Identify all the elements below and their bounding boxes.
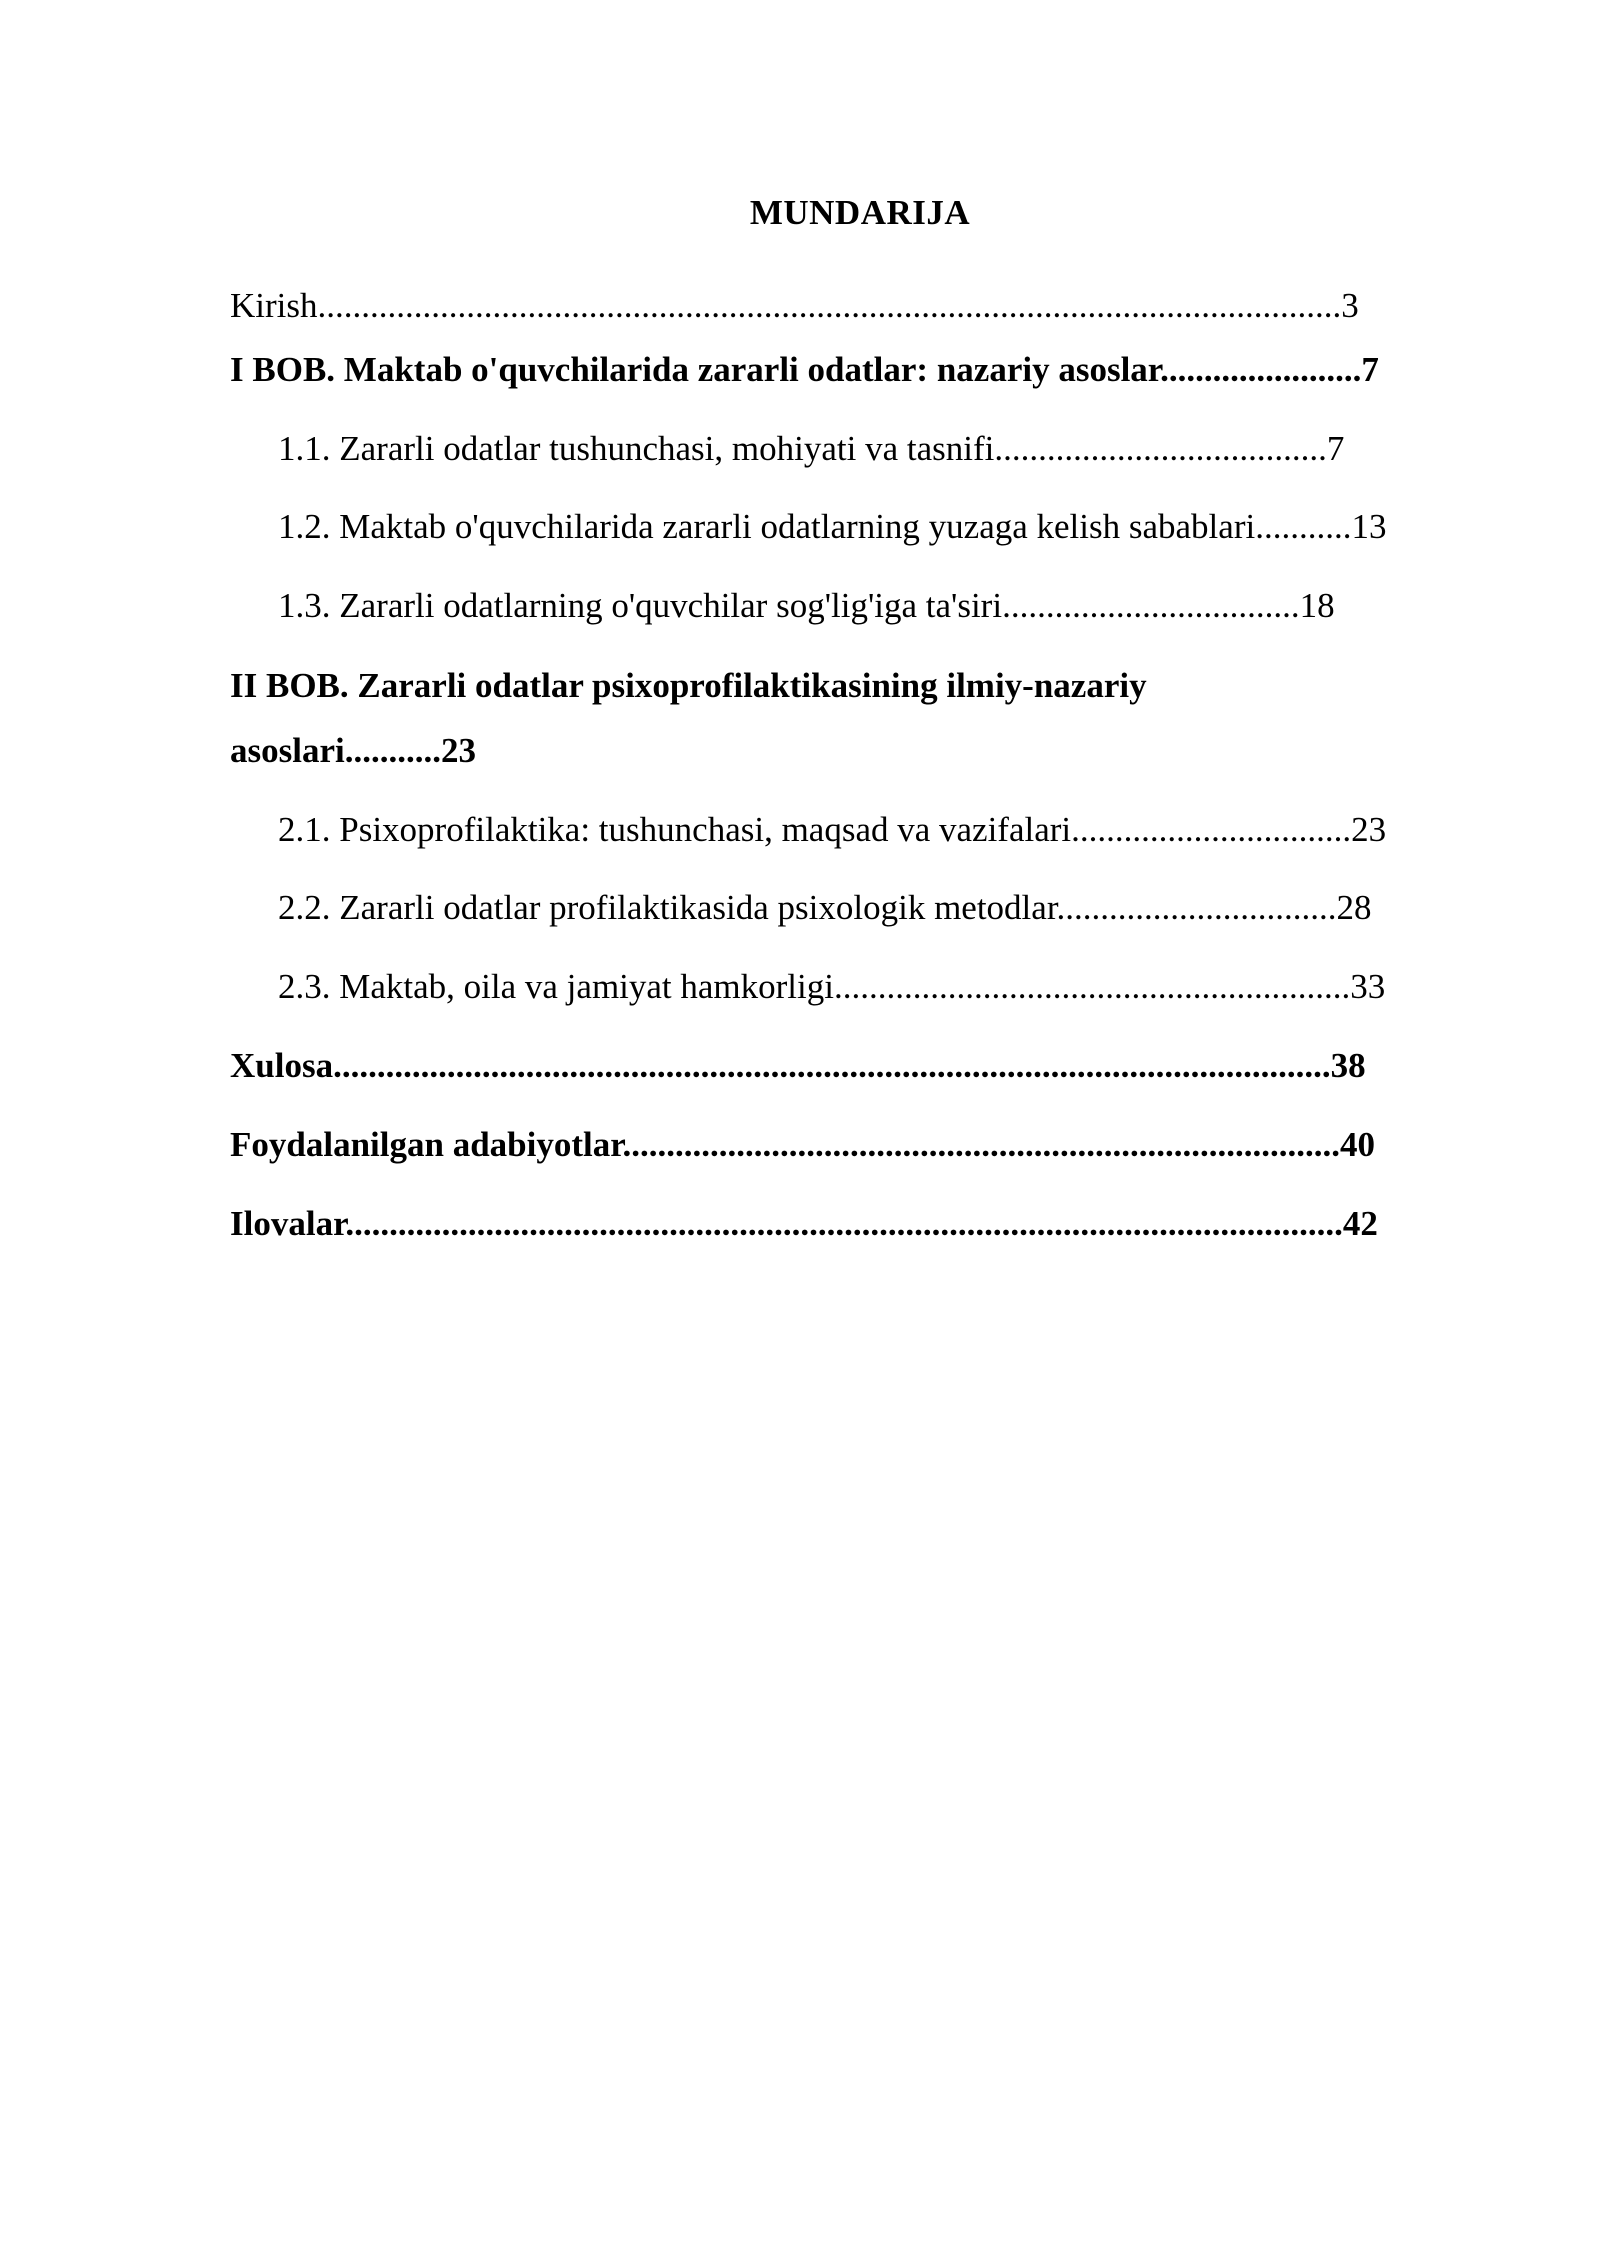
toc-entry-2-1: 2.1. Psixoprofilaktika: tushunchasi, maqsad va vazifalari................................23 (278, 810, 1387, 849)
toc-entry-1-1: 1.1. Zararli odatlar tushunchasi, mohiyati va tasnifi......................................7 (278, 429, 1345, 468)
toc-entry-chapter-2-line2: asoslari...........23 (230, 731, 476, 770)
toc-entry-adabiyotlar: Foydalanilgan adabiyotlar..................................................................................40 (230, 1125, 1376, 1164)
toc-entry-2-3: 2.3. Maktab, oila va jamiyat hamkorligi...........................................................33 (278, 967, 1386, 1006)
toc-entry-chapter-2-line1: II BOB. Zararli odatlar psixoprofilaktikasining ilmiy-nazariy (230, 666, 1147, 705)
toc-title: MUNDARIJA (749, 193, 971, 232)
toc-entry-chapter-1: I BOB. Maktab o'quvchilarida zararli odatlar: nazariy asoslar.......................7 (230, 350, 1379, 389)
toc-entry-1-2: 1.2. Maktab o'quvchilarida zararli odatlarning yuzaga kelish sabablari...........13 (278, 507, 1387, 546)
toc-entry-ilovalar: Ilovalar..................................................................................................................42 (230, 1204, 1378, 1243)
toc-entry-1-3: 1.3. Zararli odatlarning o'quvchilar sog'lig'iga ta'siri..................................18 (278, 586, 1335, 625)
toc-entry-xulosa: Xulosa..................................................................................................................38 (230, 1046, 1366, 1085)
toc-entry-kirish: Kirish.....................................................................................................................3 (230, 286, 1359, 325)
toc-entry-2-2: 2.2. Zararli odatlar profilaktikasida psixologik metodlar................................28 (278, 888, 1372, 927)
